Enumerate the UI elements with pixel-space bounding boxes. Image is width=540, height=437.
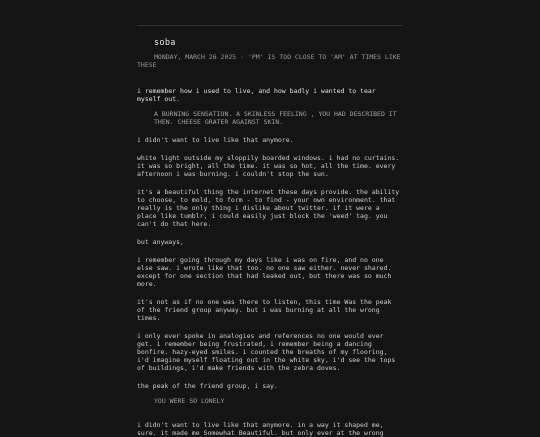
post-paragraph: i remember how i used to live, and how badly i wanted to tear myself out. (137, 87, 376, 103)
post-title: 'PM' IS TOO CLOSE TO 'AM' AT TIMES LIKE THESE (137, 53, 401, 69)
post-quote: A BURNING SENSATION. A SKINLESS FEELING , YOU HAD DESCRIBED IT THEN. CHEESE GRATER AGAINST SKIN. (154, 110, 397, 126)
meta-spacer (137, 69, 403, 87)
post-paragraph: it's not as if no one was there to listen, this time Was the peak of the friend group anyway. but i was burning at all the wrong times. (137, 298, 392, 322)
blog-title[interactable]: soba (154, 38, 176, 48)
post-paragraph: but anyways, (137, 238, 184, 246)
post-paragraph: i didn't want to live like that anymore. in a way it shaped me, sure. it made me Somewhat Beautiful. but only ever at the wrong (137, 421, 384, 437)
meta-separator: · (240, 53, 245, 61)
post-quote: YOU WERE SO LONELY (154, 397, 225, 405)
post-paragraph: i didn't want to live like that anymore. (137, 136, 294, 144)
post-date[interactable]: MONDAY, MARCH 26 2025 (154, 53, 237, 61)
post-paragraph: i remember going through my days like i was on fire, and no one else saw. i wrote like that too. no one saw either. never shared. except for one section that had leaked out, but there was so much more. (137, 256, 392, 288)
post-paragraph: the peak of the friend group, i say. (137, 382, 278, 390)
post-paragraph: it's a beautiful thing the internet these days provide. the ability to choose, to mold, to form - to find - your own environment. that really is the only thing i dislike about twitter. if it were a place like tumblr, i could easily just block the 'weed' tag. you can't do that here. (137, 188, 400, 228)
post-paragraph: i only ever spoke in analogies and references no one would ever get. i remember being frustrated, i remember being a dancing bonfire. hazy-eyed smiles. i counted the breaths of my flooring, i'd imagine myself floating out in the white sky, i'd see the tops of buildings, i'd make friends with the zebra doves. (137, 332, 396, 372)
post-meta (137, 53, 403, 69)
header-divider (137, 25, 403, 26)
post-paragraph: white light outside my sloppily boarded windows. i had no curtains. it was so bright, all the time. it was so hot, all the time. every afternoon i was burning. i couldn't stop the sun. (137, 154, 400, 178)
post-column (137, 38, 403, 437)
